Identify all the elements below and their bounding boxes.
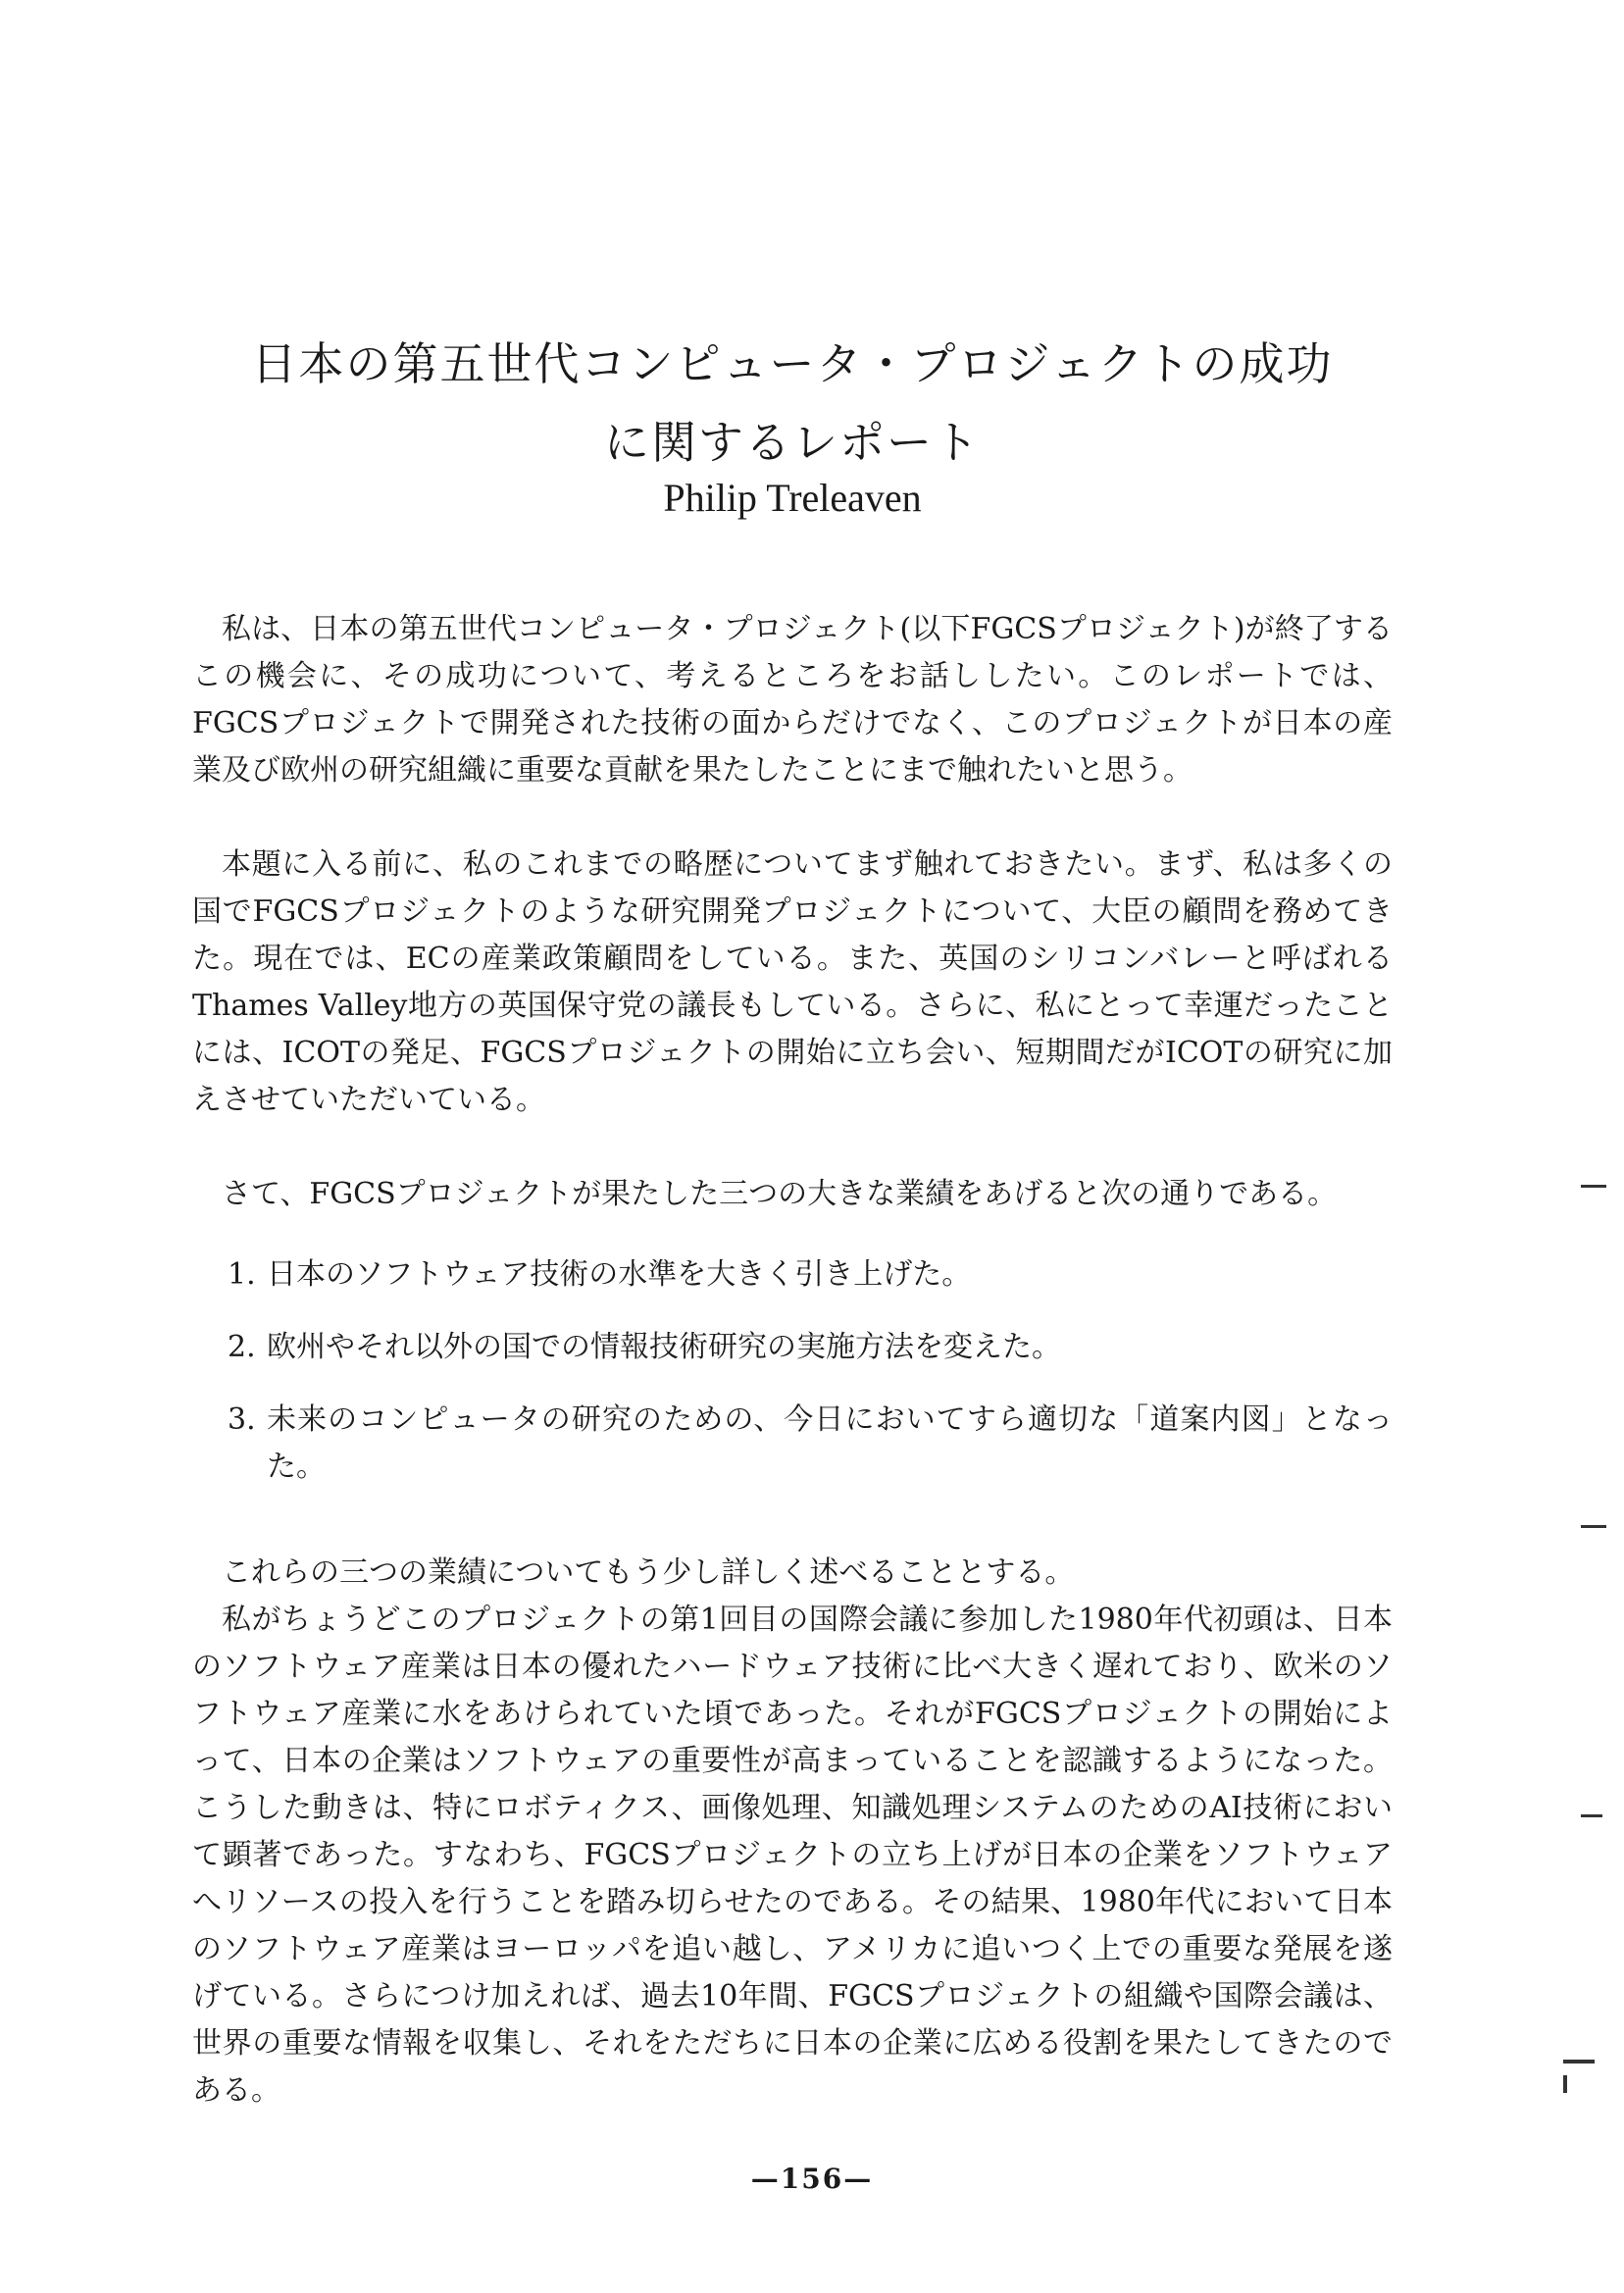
paragraph-software-industry: 私がちょうどこのプロジェクトの第1回目の国際会議に参加した1980年代初頭は、日本のソフトウェア産業は日本の優れたハードウェア技術に比べ大きく遅れており、欧米のソフトウェア産業に水をあけられていた頃であった。それがFGCSプロジェクトの開始によって、日本の企業はソフトウェアの重要性が高まっていることを認識するようになった。こうした動きは、特にロボティクス、画像処理、知識処理システムのためのAI技術において顕著であった。すなわち、FGCSプロジェクトの立ち上げが日本の企業をソフトウェアへリソースの投入を行うことを踏み切らせたのである。その結果、1980年代において日本のソフトウェア産業はヨーロッパを追い越し、アメリカに追いつく上での重要な発展を遂げている。さらにつけ加えれば、過去10年間、FGCSプロジェクトの組織や国際会議は、世界の重要な情報を収集し、それをただちに日本の企業に広める役割を果たしてきたのである。 — [192, 1603, 1393, 2108]
list-item-number: 3. — [228, 1402, 256, 1437]
title-line-2: に関するレポート — [604, 415, 981, 469]
paragraph-intro: 私は、日本の第五世代コンピュータ・プロジェクト(以下FGCSプロジェクト)が終了するこの機会に、その成功について、考えるところをお話ししたい。このレポートでは、FGCSプロジェクトで開発された技術の面からだけでなく、このプロジェクトが日本の産業及び欧州の研究組織に重要な貢献を果たしたことにまで触れたいと思う。 — [192, 612, 1393, 788]
list-item-number: 2. — [228, 1330, 256, 1364]
list-item-number: 1. — [228, 1257, 256, 1292]
list-item — [192, 1324, 1393, 1371]
list-item-text: 日本のソフトウェア技術の水準を大きく引き上げた。 — [267, 1257, 972, 1292]
paragraph-achievements-lead: さて、FGCSプロジェクトが果たした三つの大きな業績をあげると次の通りである。 — [222, 1177, 1338, 1211]
paragraph-background: 本題に入る前に、私のこれまでの略歴についてまず触れておきたい。まず、私は多くの国でFGCSプロジェクトのような研究開発プロジェクトについて、大臣の顧問を務めてきた。現在では、ECの産業政策顧問をしている。また、英国のシリコンバレーと呼ばれるThames Valley地方の英国保守党の議長もしている。さらに、私にとって幸運だったことには、ICOTの発足、FGCSプロジェクトの開始に立ち会い、短期間だがICOTの研究に加えさせていただいている。 — [192, 847, 1393, 1117]
page-title — [235, 325, 1349, 482]
article-body — [192, 606, 1393, 2115]
list-item — [192, 1251, 1393, 1299]
achievements-list — [192, 1251, 1393, 1491]
scan-artifact — [1563, 2075, 1567, 2093]
scan-artifact — [1581, 1814, 1602, 1817]
scan-artifact — [1581, 1185, 1606, 1188]
page-number: —156— — [750, 2163, 874, 2195]
paragraph-details-lead: これらの三つの業績についてもう少し詳しく述べることとする。 — [222, 1555, 1075, 1590]
scan-artifact — [1563, 2060, 1595, 2064]
scan-artifact — [1581, 1525, 1606, 1528]
author-name: Philip Treleaven — [663, 476, 922, 520]
list-item — [192, 1397, 1393, 1491]
list-item-text: 未来のコンピュータの研究のための、今日においてすら適切な「道案内図」となった。 — [267, 1402, 1393, 1484]
list-item-text: 欧州やそれ以外の国での情報技術研究の実施方法を変えた。 — [267, 1330, 1061, 1364]
title-line-1: 日本の第五世代コンピュータ・プロジェクトの成功 — [251, 336, 1334, 390]
